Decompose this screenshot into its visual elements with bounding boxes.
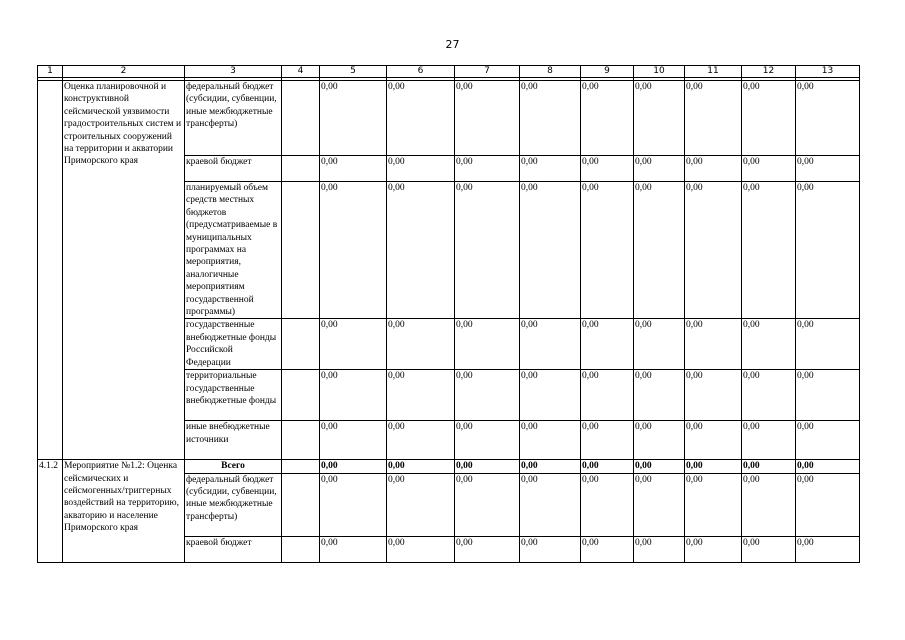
col-header: 6 — [387, 66, 455, 78]
funding-source: Всего — [185, 460, 282, 473]
value-cell: 0,00 — [320, 81, 387, 156]
value-cell: 0,00 — [455, 460, 520, 473]
value-cell: 0,00 — [796, 473, 860, 536]
col4-cell — [282, 473, 320, 536]
value-cell: 0,00 — [796, 156, 860, 182]
value-cell: 0,00 — [387, 421, 455, 460]
funding-source: федеральный бюджет (субсидии, субвенции, иные межбюджетные трансферты) — [185, 473, 282, 536]
col4-cell — [282, 421, 320, 460]
item-name: Оценка планировочной и конструктивной сейсмической уязвимости градостроительных систем и строительных сооружений на территории и акватории Приморского края — [63, 81, 185, 460]
value-cell: 0,00 — [742, 460, 796, 473]
funding-source: иные внебюджетные источники — [185, 421, 282, 460]
col4-cell — [282, 460, 320, 473]
value-cell: 0,00 — [320, 460, 387, 473]
value-cell: 0,00 — [581, 370, 634, 421]
value-cell: 0,00 — [455, 421, 520, 460]
value-cell: 0,00 — [387, 156, 455, 182]
value-cell: 0,00 — [742, 182, 796, 319]
value-cell: 0,00 — [742, 319, 796, 370]
item-number — [38, 81, 63, 460]
value-cell: 0,00 — [742, 536, 796, 562]
col-header: 9 — [581, 66, 634, 78]
value-cell: 0,00 — [581, 319, 634, 370]
value-cell: 0,00 — [387, 460, 455, 473]
value-cell: 0,00 — [387, 319, 455, 370]
value-cell: 0,00 — [634, 81, 685, 156]
col4-cell — [282, 319, 320, 370]
funding-source: краевой бюджет — [185, 536, 282, 562]
value-cell: 0,00 — [387, 81, 455, 156]
value-cell: 0,00 — [685, 473, 742, 536]
value-cell: 0,00 — [685, 182, 742, 319]
table-row — [38, 460, 860, 473]
value-cell: 0,00 — [455, 81, 520, 156]
value-cell: 0,00 — [581, 182, 634, 319]
value-cell: 0,00 — [581, 81, 634, 156]
value-cell: 0,00 — [387, 182, 455, 319]
value-cell: 0,00 — [742, 370, 796, 421]
value-cell: 0,00 — [320, 156, 387, 182]
col-header: 13 — [796, 66, 860, 78]
value-cell: 0,00 — [520, 156, 581, 182]
value-cell: 0,00 — [320, 370, 387, 421]
value-cell: 0,00 — [634, 473, 685, 536]
value-cell: 0,00 — [455, 156, 520, 182]
value-cell: 0,00 — [581, 536, 634, 562]
value-cell: 0,00 — [634, 370, 685, 421]
funding-source: территориальные государственные внебюджетные фонды — [185, 370, 282, 421]
value-cell: 0,00 — [796, 81, 860, 156]
value-cell: 0,00 — [796, 370, 860, 421]
value-cell: 0,00 — [520, 536, 581, 562]
value-cell: 0,00 — [455, 182, 520, 319]
value-cell: 0,00 — [520, 182, 581, 319]
value-cell: 0,00 — [581, 156, 634, 182]
value-cell: 0,00 — [796, 536, 860, 562]
value-cell: 0,00 — [634, 156, 685, 182]
value-cell: 0,00 — [634, 421, 685, 460]
value-cell: 0,00 — [634, 460, 685, 473]
value-cell: 0,00 — [685, 536, 742, 562]
value-cell: 0,00 — [685, 421, 742, 460]
value-cell: 0,00 — [742, 473, 796, 536]
column-number-row — [38, 66, 860, 78]
value-cell: 0,00 — [685, 370, 742, 421]
col4-cell — [282, 536, 320, 562]
value-cell: 0,00 — [742, 81, 796, 156]
value-cell: 0,00 — [634, 182, 685, 319]
value-cell: 0,00 — [320, 319, 387, 370]
value-cell: 0,00 — [796, 460, 860, 473]
value-cell: 0,00 — [796, 319, 860, 370]
item-name: Мероприятие №1.2: Оценка сейсмических и сейсмогенных/триггерных воздействий на территорию, акваторию и население Приморского края — [63, 460, 185, 562]
item-number: 4.1.2 — [38, 460, 63, 562]
funding-source: планируемый объем средств местных бюджетов (предусматриваемые в муниципальных программах на мероприятия, аналогичные мероприятиям государственной программы) — [185, 182, 282, 319]
value-cell: 0,00 — [685, 460, 742, 473]
value-cell: 0,00 — [685, 319, 742, 370]
table-row — [38, 81, 860, 156]
value-cell: 0,00 — [634, 536, 685, 562]
value-cell: 0,00 — [520, 319, 581, 370]
value-cell: 0,00 — [742, 421, 796, 460]
value-cell: 0,00 — [685, 81, 742, 156]
value-cell: 0,00 — [634, 319, 685, 370]
col-header: 5 — [320, 66, 387, 78]
value-cell: 0,00 — [320, 421, 387, 460]
col4-cell — [282, 370, 320, 421]
value-cell: 0,00 — [387, 473, 455, 536]
col-header: 7 — [455, 66, 520, 78]
value-cell: 0,00 — [581, 473, 634, 536]
funding-source: краевой бюджет — [185, 156, 282, 182]
value-cell: 0,00 — [320, 536, 387, 562]
value-cell: 0,00 — [520, 81, 581, 156]
value-cell: 0,00 — [320, 473, 387, 536]
value-cell: 0,00 — [520, 370, 581, 421]
value-cell: 0,00 — [520, 421, 581, 460]
value-cell: 0,00 — [320, 182, 387, 319]
value-cell: 0,00 — [796, 421, 860, 460]
col-header: 11 — [685, 66, 742, 78]
col-header: 1 — [38, 66, 63, 78]
value-cell: 0,00 — [581, 421, 634, 460]
budget-table — [37, 65, 860, 563]
col-header: 4 — [282, 66, 320, 78]
value-cell: 0,00 — [455, 370, 520, 421]
page-number: 27 — [445, 38, 460, 51]
funding-source: федеральный бюджет (субсидии, субвенции, иные межбюджетные трансферты) — [185, 81, 282, 156]
value-cell: 0,00 — [520, 473, 581, 536]
value-cell: 0,00 — [455, 536, 520, 562]
col-header: 2 — [63, 66, 185, 78]
value-cell: 0,00 — [455, 473, 520, 536]
value-cell: 0,00 — [581, 460, 634, 473]
col-header: 8 — [520, 66, 581, 78]
col4-cell — [282, 81, 320, 156]
value-cell: 0,00 — [742, 156, 796, 182]
value-cell: 0,00 — [685, 156, 742, 182]
value-cell: 0,00 — [387, 370, 455, 421]
value-cell: 0,00 — [387, 536, 455, 562]
value-cell: 0,00 — [520, 460, 581, 473]
value-cell: 0,00 — [455, 319, 520, 370]
col-header: 10 — [634, 66, 685, 78]
col-header: 3 — [185, 66, 282, 78]
col4-cell — [282, 156, 320, 182]
value-cell: 0,00 — [796, 182, 860, 319]
funding-source: государственные внебюджетные фонды Российской Федерации — [185, 319, 282, 370]
col4-cell — [282, 182, 320, 319]
col-header: 12 — [742, 66, 796, 78]
